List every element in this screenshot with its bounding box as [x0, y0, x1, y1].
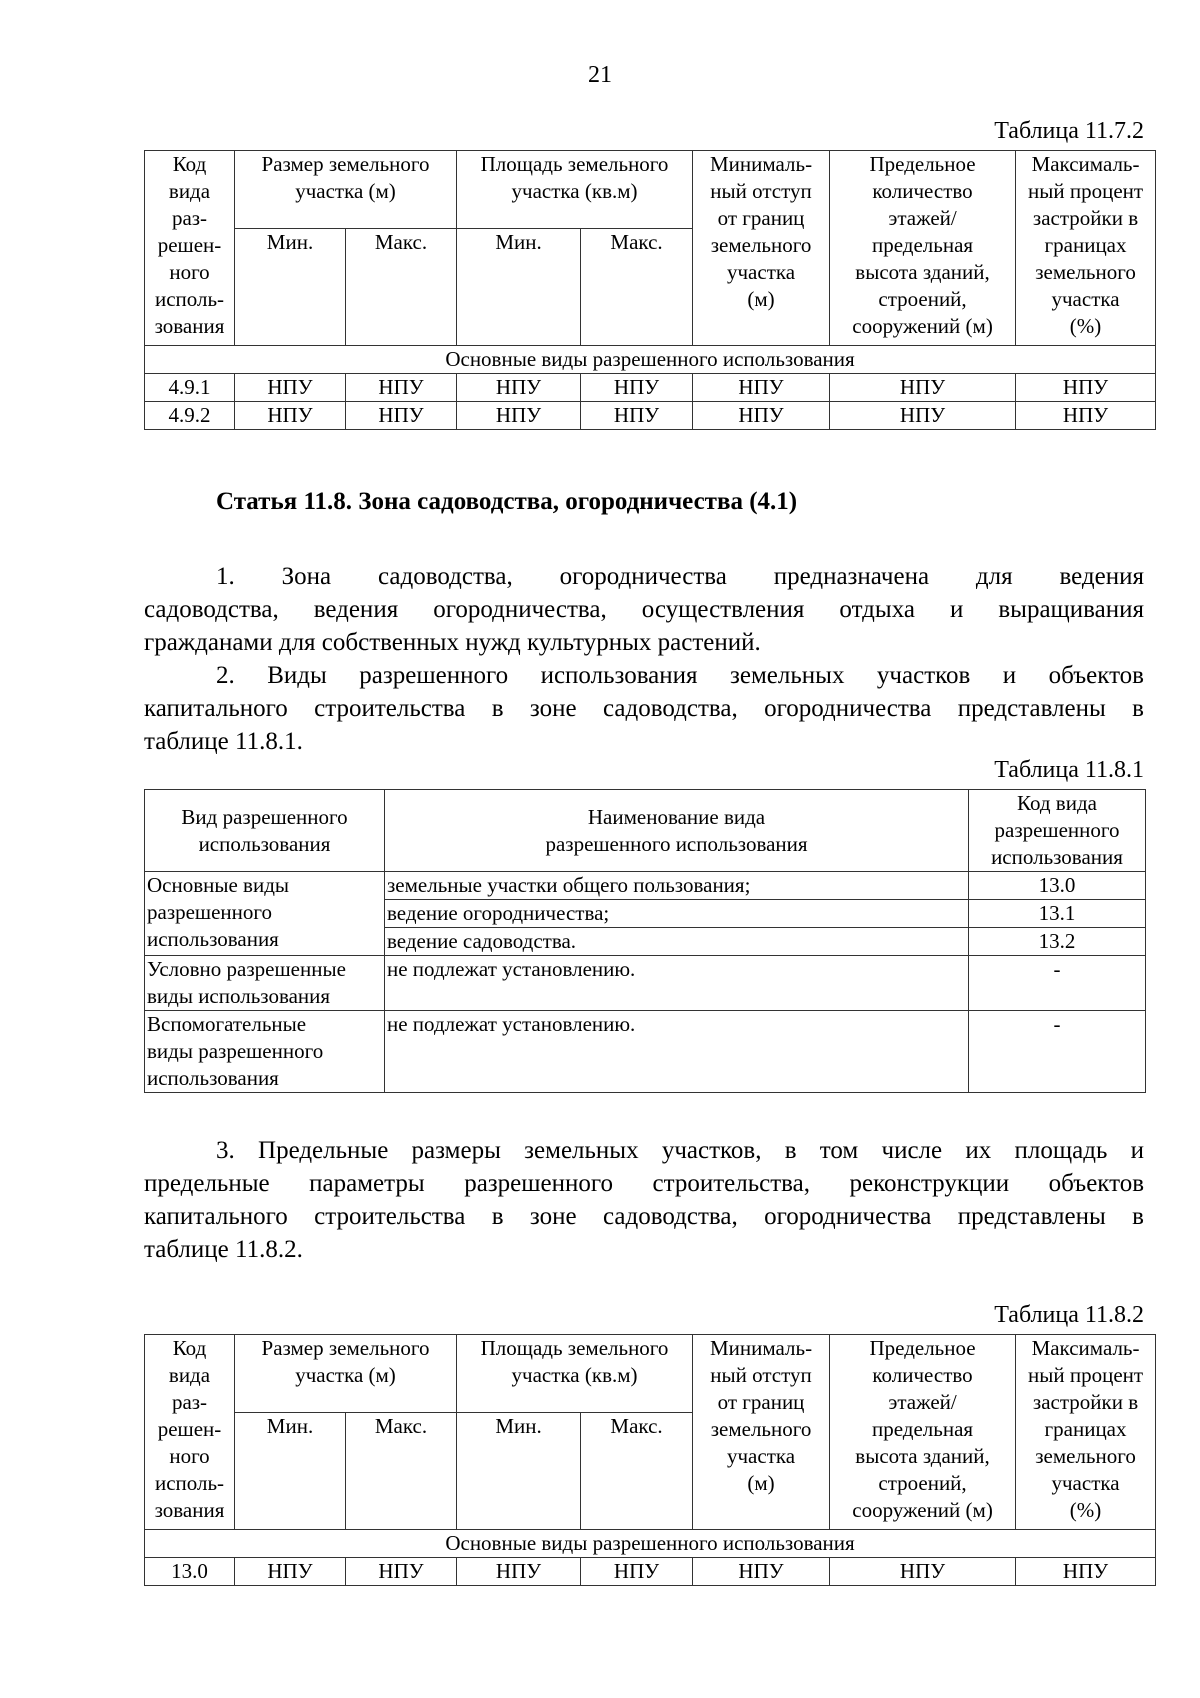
col-size-header: Размер земельного участка (м) [235, 1335, 457, 1413]
table-row: ведение садоводства. 13.2 [145, 928, 1146, 956]
table-caption-11-8-1: Таблица 11.8.1 [994, 757, 1144, 783]
page-number: 21 [588, 62, 612, 88]
area-max-header: Макс. [581, 229, 693, 346]
table-11-8-1 [144, 789, 1146, 1093]
size-max-header: Макс. [346, 229, 457, 346]
conditional-uses-label: Условно разрешенные виды использования [145, 956, 385, 1011]
col-pct-header: Максималь- ный процент застройки в границах земельного участка (%) [1016, 1335, 1156, 1530]
header-use-code: Код вида разрешенного использования [969, 790, 1146, 872]
col-size-header: Размер земельного участка (м) [235, 151, 457, 229]
table-row: 13.0 НПУ НПУ НПУ НПУ НПУ НПУ НПУ [145, 1558, 1156, 1586]
col-floors-header: Предельное количество этажей/ предельная высота зданий, строений, сооружений (м) [830, 151, 1016, 346]
area-max-header: Макс. [581, 1413, 693, 1530]
paragraph-3: 3. Предельные размеры земельных участков, в том числе их площадь и предельные параметры разрешенного строительства, реконструкции объектов капитального строительства в зоне садоводства, огородничества представлены в таблице 11.8.2. [144, 1137, 1144, 1263]
area-min-header: Мин. [457, 229, 581, 346]
col-setback-header: Минималь- ный отступ от границ земельного участка (м) [693, 151, 830, 346]
table-11-8-2 [144, 1334, 1156, 1586]
col-code-header: Код вида раз- решен- ного исполь- зования [145, 1335, 235, 1530]
size-max-header: Макс. [346, 1413, 457, 1530]
auxiliary-uses-label: Вспомогательные виды разрешенного использования [145, 1011, 385, 1093]
table-row: Основные виды разрешенного использования земельные участки общего пользования; 13.0 [145, 872, 1146, 900]
size-min-header: Мин. [235, 229, 346, 346]
col-floors-header: Предельное количество этажей/ предельная высота зданий, строений, сооружений (м) [830, 1335, 1016, 1530]
col-area-header: Площадь земельного участка (кв.м) [457, 1335, 693, 1413]
area-min-header: Мин. [457, 1413, 581, 1530]
section-row: Основные виды разрешенного использования [145, 1530, 1156, 1558]
table-row: ведение огородничества; 13.1 [145, 900, 1146, 928]
col-pct-header: Максималь- ный процент застройки в границах земельного участка (%) [1016, 151, 1156, 346]
size-min-header: Мин. [235, 1413, 346, 1530]
col-code-header: Код вида раз- решен- ного исполь- зования [145, 151, 235, 346]
table-row: Вспомогательные виды разрешенного использования не подлежат установлению. - [145, 1011, 1146, 1093]
paragraph-2: 2. Виды разрешенного использования земельных участков и объектов капитального строительства в зоне садоводства, огородничества представлены в таблице 11.8.1. [144, 662, 1144, 755]
table-caption-11-8-2: Таблица 11.8.2 [994, 1302, 1144, 1328]
article-heading: Статья 11.8. Зона садоводства, огородничества (4.1) [216, 488, 798, 515]
main-uses-label: Основные виды разрешенного использования [145, 872, 385, 956]
col-area-header: Площадь земельного участка (кв.м) [457, 151, 693, 229]
paragraph-1: 1. Зона садоводства, огородничества предназначена для ведения садоводства, ведения огородничества, осуществления отдыха и выращивания гражданами для собственных нужд культурных растений. [144, 563, 1144, 656]
table-11-7-2 [144, 150, 1156, 430]
header-permitted-use: Вид разрешенного использования [145, 790, 385, 872]
table-row: Условно разрешенные виды использования не подлежат установлению. - [145, 956, 1146, 1011]
table-caption-11-7-2: Таблица 11.7.2 [994, 118, 1144, 144]
table-row: 4.9.2 НПУ НПУ НПУ НПУ НПУ НПУ НПУ [145, 402, 1156, 430]
header-use-name: Наименование вида разрешенного использования [385, 790, 969, 872]
section-row: Основные виды разрешенного использования [145, 346, 1156, 374]
col-setback-header: Минималь- ный отступ от границ земельного участка (м) [693, 1335, 830, 1530]
table-row: 4.9.1 НПУ НПУ НПУ НПУ НПУ НПУ НПУ [145, 374, 1156, 402]
